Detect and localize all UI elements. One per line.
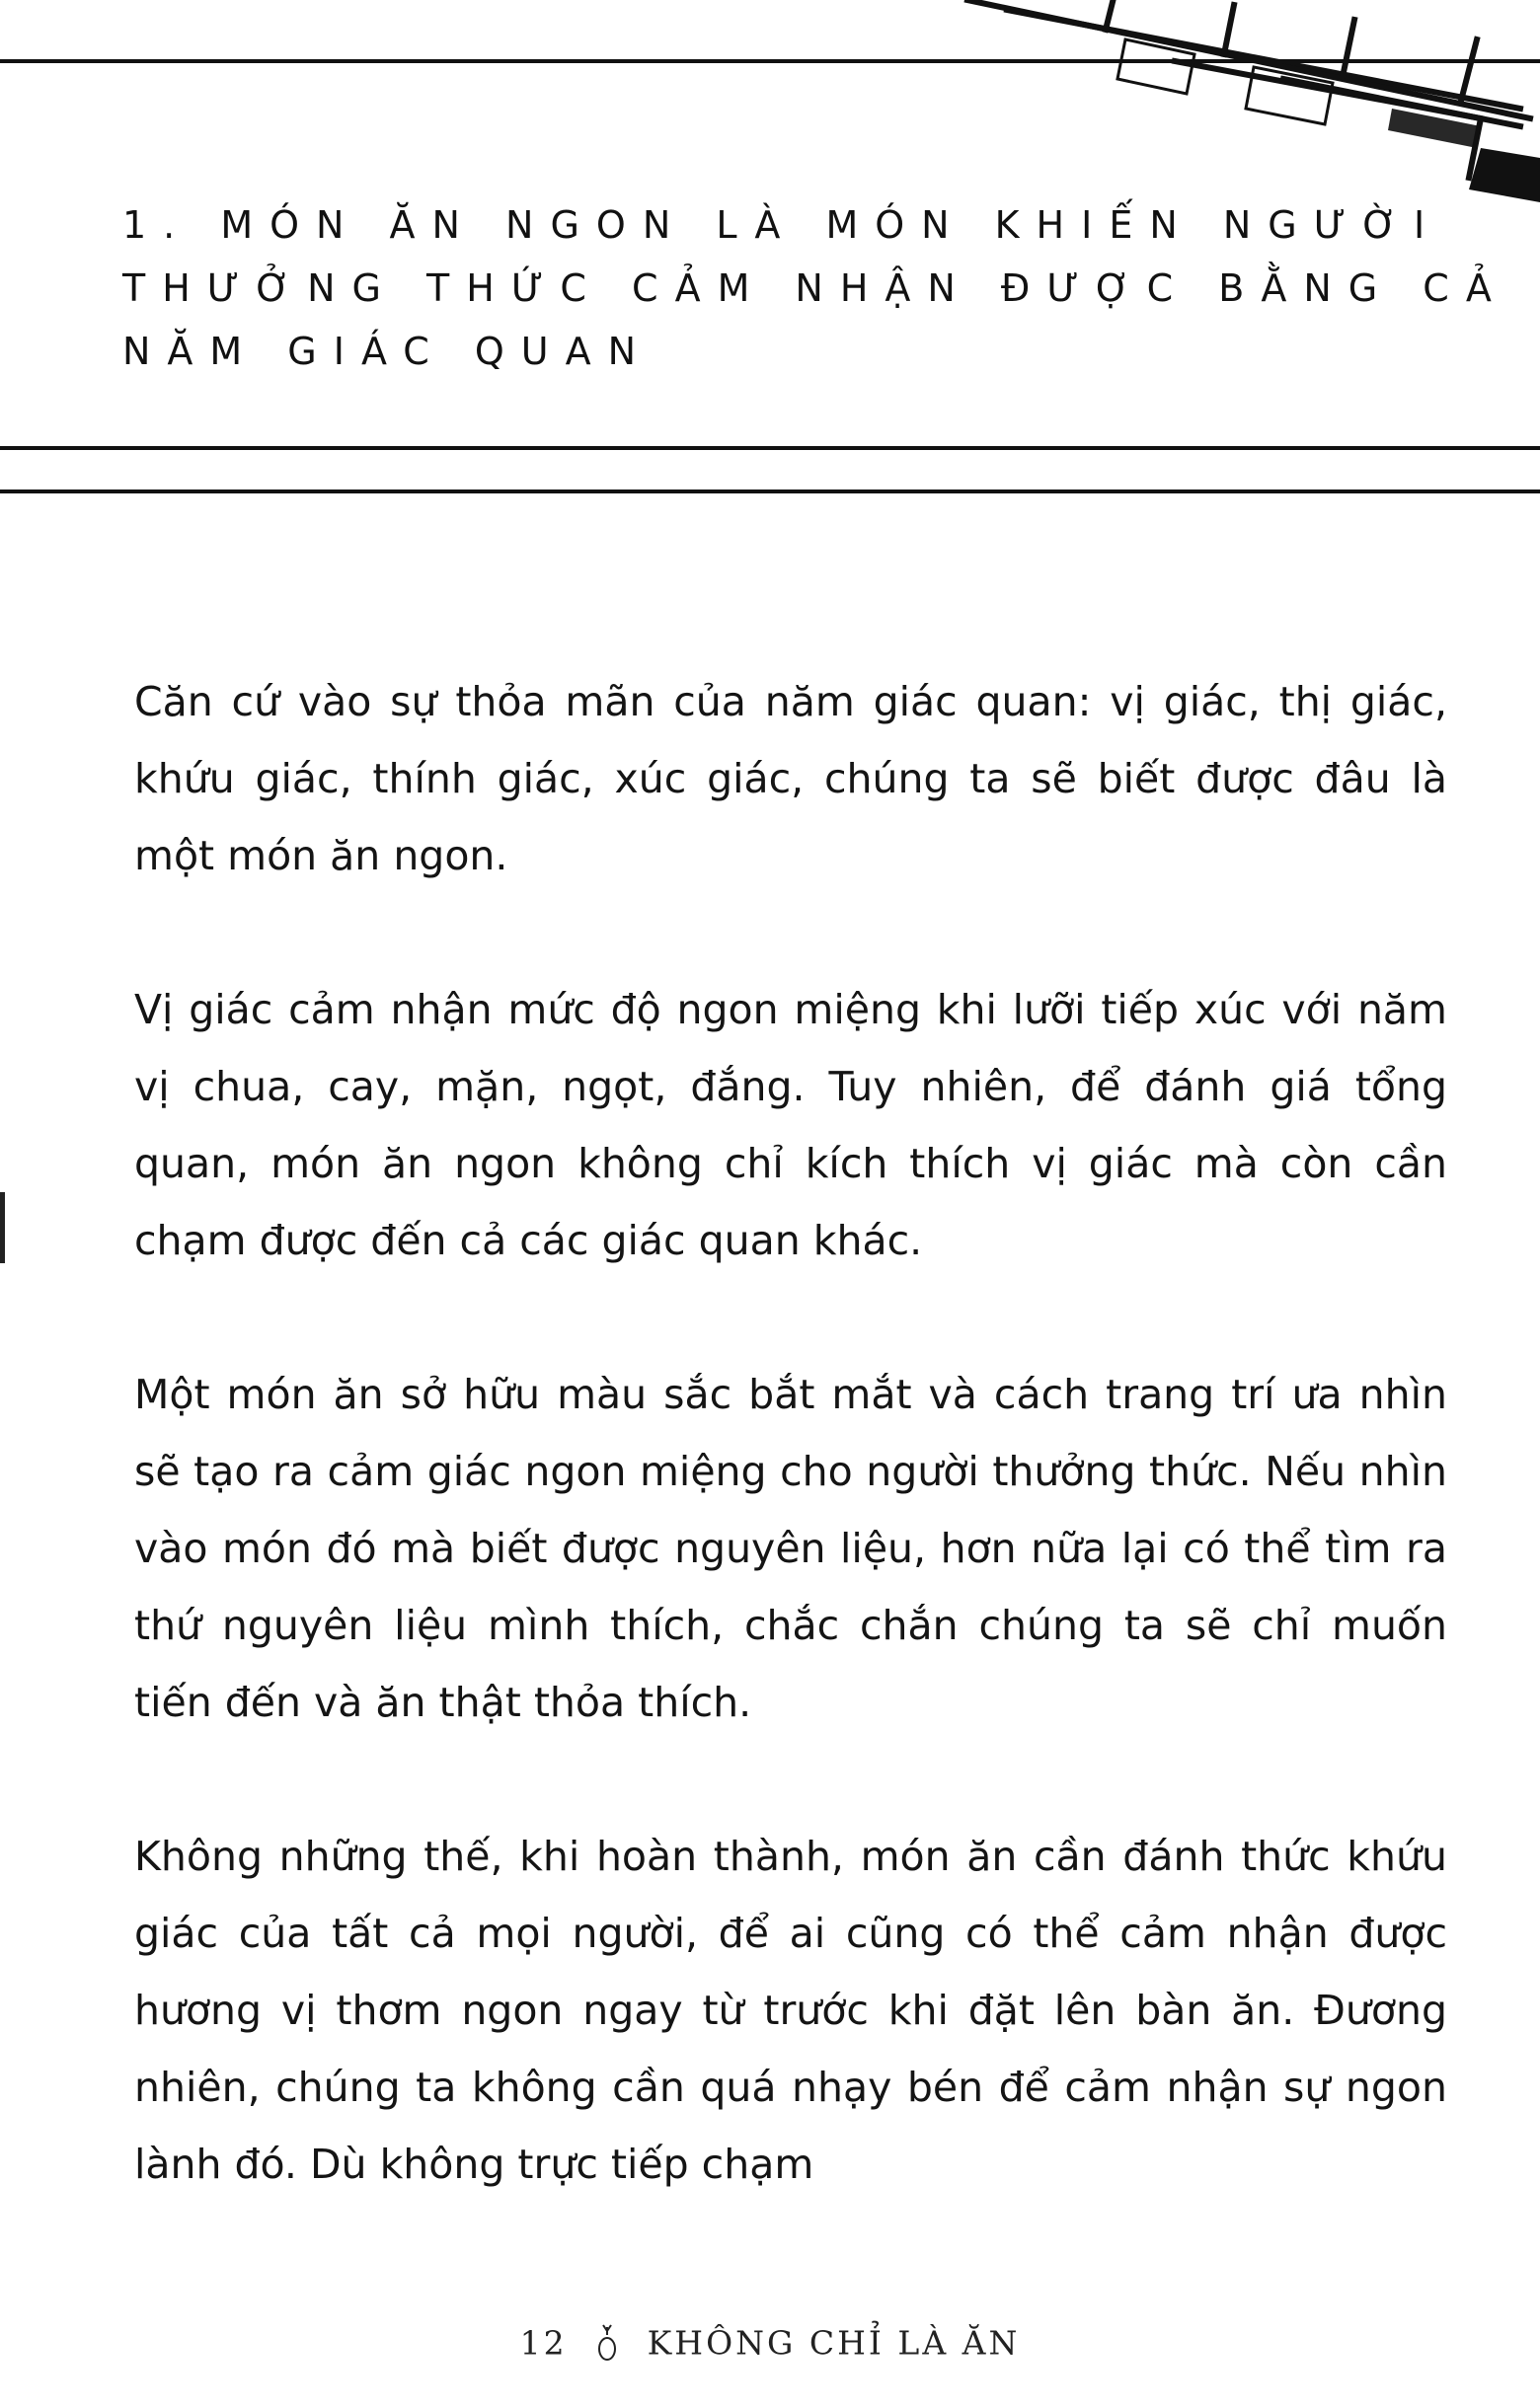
body-text	[134, 663, 1447, 2203]
paragraph: Không những thế, khi hoàn thành, món ăn cần đánh thức khứu giác của tất cả mọi người, để ai cũng có thể cảm nhận được hương vị thơm ngon ngay từ trước khi đặt lên bàn ăn. Đương nhiên, chúng ta không cần quá nhạy bén để cảm nhận sự ngon lành đó. Dù không trực tiếp chạm	[134, 1833, 1447, 2188]
onion-icon	[596, 2323, 618, 2363]
heading-line: THƯỞNG THỨC CẢM NHẬN ĐƯỢC BẰNG CẢ	[122, 266, 1508, 310]
heading-rule-upper	[0, 446, 1540, 450]
page-footer	[0, 2321, 1540, 2363]
top-rule	[0, 59, 1540, 63]
paragraph: Căn cứ vào sự thỏa mãn của năm giác quan: vị giác, thị giác, khứu giác, thính giác, xúc giác, chúng ta sẽ biết được đâu là một món ăn ngon.	[134, 678, 1447, 879]
paragraph: Vị giác cảm nhận mức độ ngon miệng khi lưỡi tiếp xúc với năm vị chua, cay, mặn, ngọt, đắng. Tuy nhiên, để đánh giá tổng quan, món ăn ngon không chỉ kích thích vị giác mà còn cần chạm được đến cả các giác quan khác.	[134, 986, 1447, 1264]
heading-line: 1. MÓN ĂN NGON LÀ MÓN KHIẾN NGƯỜI	[122, 203, 1442, 247]
scan-margin-mark	[0, 1192, 5, 1263]
heading-line: NĂM GIÁC QUAN	[122, 330, 654, 373]
section-heading	[122, 193, 1508, 383]
heading-rule-lower	[0, 489, 1540, 493]
page-number: 12	[519, 2323, 568, 2363]
book-title: KHÔNG CHỈ LÀ ĂN	[647, 2323, 1021, 2363]
paragraph: Một món ăn sở hữu màu sắc bắt mắt và cách trang trí ưa nhìn sẽ tạo ra cảm giác ngon miệng cho người thưởng thức. Nếu nhìn vào món đó mà biết được nguyên liệu, hơn nữa lại có thể tìm ra thứ nguyên liệu mình thích, chắc chắn chúng ta sẽ chỉ muốn tiến đến và ăn thật thỏa thích.	[134, 1371, 1447, 1726]
